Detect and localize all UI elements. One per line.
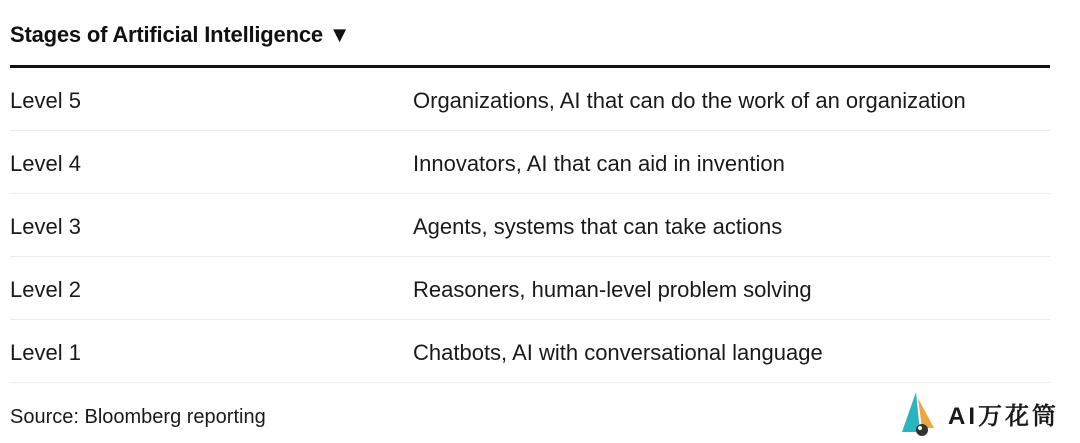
table-row xyxy=(10,257,1050,320)
level-cell: Level 2 xyxy=(10,277,81,302)
table-row xyxy=(10,131,1050,194)
level-cell: Level 3 xyxy=(10,214,81,239)
watermark xyxy=(898,388,1068,438)
table-row xyxy=(10,320,1050,383)
watermark-text: AI万花筒 xyxy=(948,403,1059,430)
level-cell: Level 1 xyxy=(10,340,81,365)
table-row xyxy=(10,194,1050,257)
level-cell: Level 5 xyxy=(10,88,81,113)
sail-logo-icon xyxy=(898,388,944,438)
page-title: Stages of Artificial Intelligence ▼ xyxy=(10,22,351,47)
description-cell: Innovators, AI that can aid in invention xyxy=(413,151,785,176)
table-row xyxy=(10,68,1050,131)
level-cell: Level 4 xyxy=(10,151,81,176)
stages-table xyxy=(10,68,1050,383)
description-cell: Chatbots, AI with conversational language xyxy=(413,340,823,365)
description-cell: Reasoners, human-level problem solving xyxy=(413,277,812,302)
description-cell: Organizations, AI that can do the work of an organization xyxy=(413,88,966,113)
source-note: Source: Bloomberg reporting xyxy=(10,406,266,428)
description-cell: Agents, systems that can take actions xyxy=(413,214,783,239)
